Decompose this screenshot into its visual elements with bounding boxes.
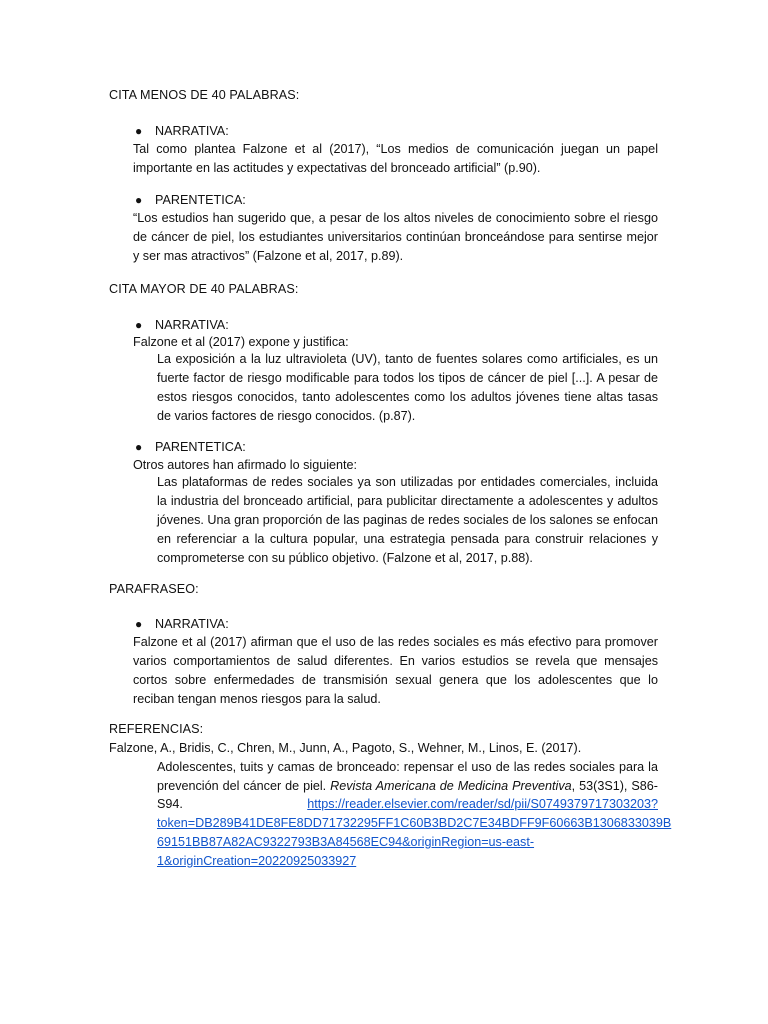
reference-journal: Revista Americana de Medicina Preventiva [330,778,572,793]
block-quote-parentetica: Las plataformas de redes sociales ya son utilizadas por entidades comerciales, incluida la industria del bronceado artificial, para publicitar directamente a adolescentes y adultos jóvenes. Una gran proporción de las paginas de redes sociales de los salones se enfocan en referenciar a la cultura popular, una estrategia pensada para construir relaciones y comprometerse con su público objetivo. (Falzone et al, 2017, p.88). [157,475,658,565]
reference-title: Adolescentes, tuits y camas de bronceado: repensar el uso de las redes sociales para la prevención del cáncer de piel. [157,759,658,793]
bullet-narrativa-1 [135,124,229,138]
bullet-label: NARRATIVA: [155,617,229,631]
reference-url-link[interactable]: https://reader.elsevier.com/reader/sd/pii/S0749379717303203? [307,797,658,812]
bullet-icon: ● [135,193,143,207]
bullet-icon: ● [135,124,143,138]
bullet-parentetica-1 [135,193,246,207]
parafraseo-text: Falzone et al (2017) afirman que el uso de las redes sociales es más efectivo para promover varios comportamientos de salud diferentes. En varios estudios se revela que mensajes cortos sobre enfermedades de transmisión sexual genera que los adolescentes que lo reciban tengan menos riesgos para la salud. [133,635,658,706]
reference-url-link-4[interactable]: 1&originCreation=20220925033927 [157,853,357,868]
reference-url-link-2[interactable]: token=DB289B41DE8FE8DD71732295FF1C60B3BD2C7E34BDFF9F60663B1306833039B [157,816,672,831]
parentetica-text-1: “Los estudios han sugerido que, a pesar de los altos niveles de conocimiento sobre el riesgo de cáncer de piel, los estudiantes universitarios continúan bronceándose para sentirse mejor y ser mas atractivos” (Falzone et al, 2017, p.89). [133,211,658,263]
bullet-icon: ● [135,318,143,332]
block-quote-narrativa: La exposición a la luz ultravioleta (UV), tanto de fuentes solares como artificiales, es un fuerte factor de riesgo modificable para todos los tipos de cáncer de piel [...]. A pesar de estos riesgos conocidos, tanto adolescentes como los adultos jóvenes tiene altas tasas de varios factores de riesgo conocidos. (p.87). [157,352,658,423]
reference-entry [109,739,672,871]
narrativa-intro-2: Falzone et al (2017) expone y justifica: [133,335,349,349]
section-heading-parafraseo: PARAFRASEO: [109,582,199,596]
reference-authors: Falzone, A., Bridis, C., Chren, M., Junn, A., Pagoto, S., Wehner, M., Linos, E. (2017). [109,741,582,755]
bullet-narrativa-2 [135,318,229,332]
bullet-label: PARENTETICA: [155,193,246,207]
section-heading-cita-menos: CITA MENOS DE 40 PALABRAS: [109,88,300,102]
parentetica-intro-2: Otros autores han afirmado lo siguiente: [133,458,358,472]
narrativa-text-1: Tal como plantea Falzone et al (2017), “Los medios de comunicación juegan un papel importante en las actitudes y expectativas del bronceado artificial” (p.90). [133,142,658,175]
bullet-label: NARRATIVA: [155,124,229,138]
bullet-label: PARENTETICA: [155,440,246,454]
reference-body [109,758,672,871]
bullet-icon: ● [135,440,143,454]
section-heading-cita-mayor: CITA MAYOR DE 40 PALABRAS: [109,282,299,296]
section-heading-referencias: REFERENCIAS: [109,722,204,736]
reference-url-link-3[interactable]: 69151BB87A82AC9322793B3A84568EC94&originRegion=us-east- [157,834,535,849]
bullet-icon: ● [135,617,143,631]
reference-volume: , 53(3S1), S86-S94. [157,778,658,812]
bullet-parentetica-2 [135,440,246,454]
bullet-label: NARRATIVA: [155,318,229,332]
bullet-narrativa-3 [135,617,229,631]
